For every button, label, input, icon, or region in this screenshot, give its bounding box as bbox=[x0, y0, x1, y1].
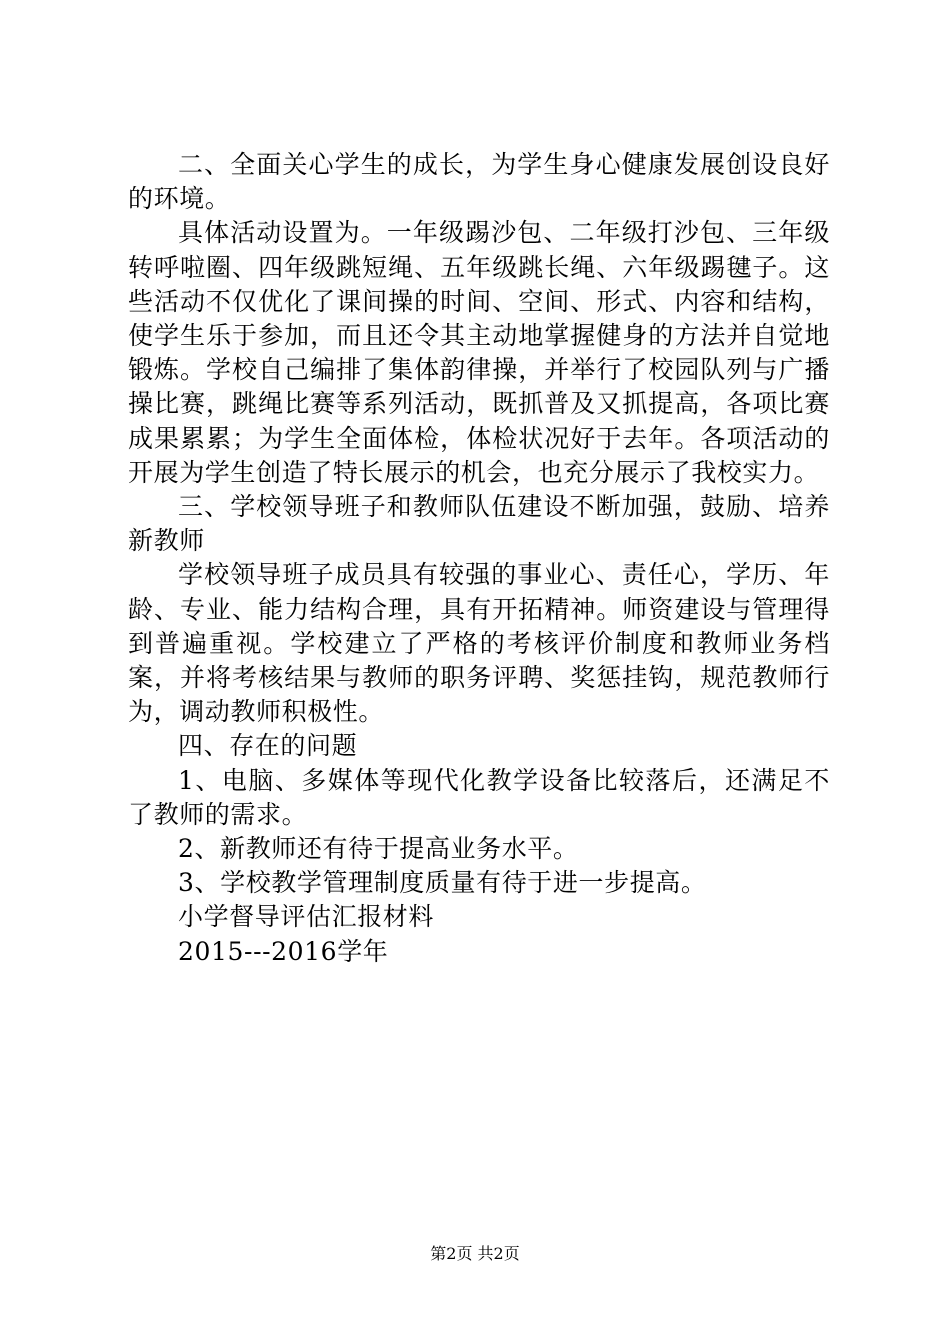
paragraph-issue-2: 2、新教师还有待于提高业务水平。 bbox=[178, 834, 579, 864]
page-footer bbox=[0, 1244, 950, 1264]
paragraph-section-4-heading: 四、存在的问题 bbox=[178, 731, 358, 761]
page-number: 第2页 共2页 bbox=[430, 1244, 520, 1263]
paragraph-issue-1: 1、电脑、多媒体等现代化教学设备比较落后，还满足不了教师的需求。 bbox=[128, 765, 830, 829]
paragraph-section-2-heading: 二、全面关心学生的成长，为学生身心健康发展创设良好的环境。 bbox=[128, 150, 830, 214]
document-body bbox=[128, 148, 830, 969]
paragraph-issue-3: 3、学校教学管理制度质量有待于进一步提高。 bbox=[178, 868, 707, 898]
paragraph-report-title: 小学督导评估汇报材料 bbox=[178, 902, 435, 932]
paragraph-leadership: 学校领导班子成员具有较强的事业心、责任心，学历、年龄、专业、能力结构合理，具有开拓精神。师资建设与管理得到普遍重视。学校建立了严格的考核评价制度和教师业务档案，并将考核结果与教师的职务评聘、奖惩挂钩，规范教师行为，调动教师积极性。 bbox=[128, 560, 830, 727]
paragraph-activities: 具体活动设置为。一年级踢沙包、二年级打沙包、三年级转呼啦圈、四年级跳短绳、五年级跳长绳、六年级踢毽子。这些活动不仅优化了课间操的时间、空间、形式、内容和结构，使学生乐于参加，而且还令其主动地掌握健身的方法并自觉地锻炼。学校自己编排了集体韵律操，并举行了校园队列与广播操比赛，跳绳比赛等系列活动，既抓普及又抓提高，各项比赛成果累累；为学生全面体检，体检状况好于去年。各项活动的开展为学生创造了特长展示的机会，也充分展示了我校实力。 bbox=[128, 218, 830, 487]
paragraph-section-3-heading: 三、学校领导班子和教师队伍建设不断加强，鼓励、培养新教师 bbox=[128, 492, 830, 556]
paragraph-school-year: 2015---2016学年 bbox=[178, 936, 389, 966]
